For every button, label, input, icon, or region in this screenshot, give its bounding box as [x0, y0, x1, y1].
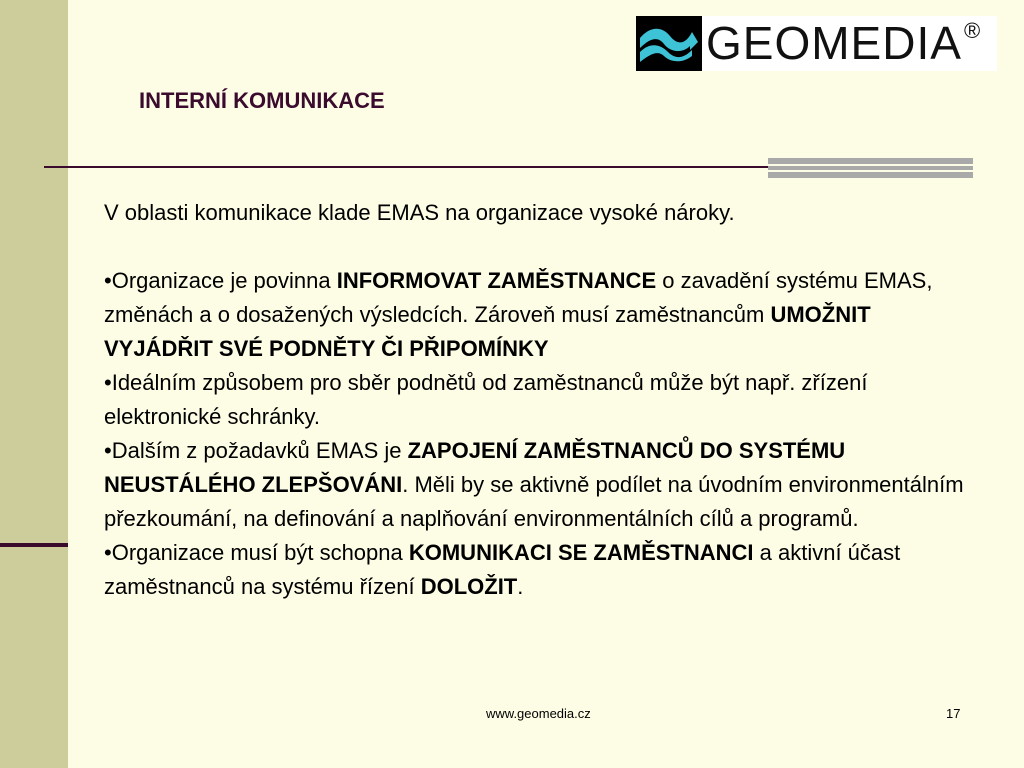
bullet-emphasis: UMOŽNIT VYJÁDŘIT SVÉ PODNĚTY ČI PŘIPOMÍNKY — [104, 302, 871, 361]
bullet-text: •Organizace je povinna — [104, 268, 337, 293]
side-accent-bar — [0, 543, 68, 547]
page-number: 17 — [946, 706, 961, 721]
side-band — [0, 0, 68, 768]
bullet-emphasis: INFORMOVAT ZAMĚSTNANCE — [336, 268, 657, 293]
divider-accent-box — [768, 158, 973, 178]
registered-mark: ® — [963, 18, 982, 43]
bullet-text: •Dalším z požadavků EMAS je — [104, 438, 408, 463]
bullet-text: a aktivní účast zaměstnanců na systému řízení — [104, 540, 901, 599]
bullet-involvement — [104, 434, 984, 536]
logo-wordmark: GEOMEDIA® — [706, 17, 982, 69]
bullet-emphasis: DOLOŽIT — [420, 574, 518, 599]
intro-text: V oblasti komunikace klade EMAS na organizace vysoké nároky. — [104, 200, 735, 225]
bullet-text: . — [517, 574, 524, 599]
footer-url: www.geomedia.cz — [486, 706, 591, 721]
bullet-text: o zavadění systému EMAS, změnách a o dosažených výsledcích. Zároveň musí zaměstnancům — [104, 268, 933, 327]
bullet-text: . Měli by se aktivně podílet na úvodním environmentálním přezkoumání, na definování a naplňování environmentálních cílů a programů. — [104, 472, 964, 531]
wave-arrow-icon — [636, 16, 702, 71]
bullet-inform — [104, 264, 984, 366]
geomedia-logo — [636, 16, 997, 71]
bullet-communication — [104, 536, 984, 604]
bullet-emphasis: KOMUNIKACI SE ZAMĚSTNANCI — [408, 540, 754, 565]
bullet-text: •Ideálním způsobem pro sběr podnětů od zaměstnanců může být např. zřízení elektronické schránky. — [104, 370, 868, 429]
bullet-text: •Organizace musí být schopna — [104, 540, 409, 565]
slide-body — [104, 196, 984, 604]
bullet-mailbox — [104, 366, 984, 434]
page-title: INTERNÍ KOMUNIKACE — [139, 88, 385, 113]
bullet-emphasis: ZAPOJENÍ ZAMĚSTNANCŮ DO SYSTÉMU NEUSTÁLÉHO ZLEPŠOVÁNI — [104, 438, 846, 497]
